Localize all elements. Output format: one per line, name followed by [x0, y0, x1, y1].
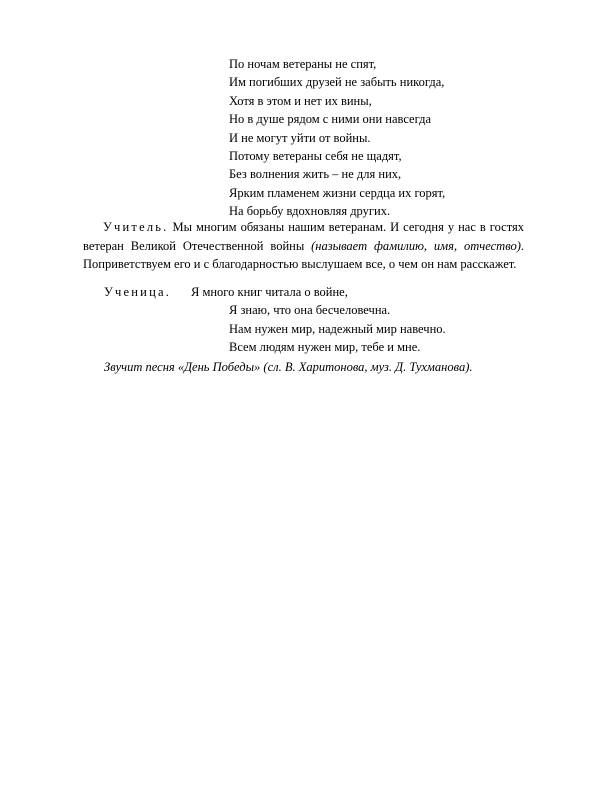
- teacher-paragraph: [83, 218, 524, 274]
- student-speaker: Ученица.: [104, 285, 172, 299]
- poem-line: И не могут уйти от войны.: [229, 130, 371, 145]
- poem-line: Без волнения жить – не для них,: [229, 167, 402, 182]
- poem-line: Всем людям нужен мир, тебе и мне.: [229, 340, 421, 355]
- poem-line: По ночам ветераны не спят,: [229, 57, 377, 71]
- poem-line: Ярким пламенем жизни сердца их горят,: [229, 185, 446, 200]
- teacher-text-part1: Мы многим обязаны нашим ветеранам. И сегодня у нас в гостях ветеран Великой Отечественной войны: [83, 220, 524, 253]
- poem-line: Но в душе рядом с ними они навсегда: [229, 112, 432, 127]
- song-stage-direction: Звучит песня «День Победы» (сл. В. Харитонова, муз. Д. Тухманова).: [104, 360, 473, 374]
- poem-line: Нам нужен мир, надежный мир навечно.: [229, 321, 446, 336]
- teacher-text-part2: . Поприветствуем его и с благодарностью выслушаем все, о чем он нам расскажет.: [83, 238, 524, 272]
- poem-line: Потому ветераны себя не щадят,: [229, 148, 402, 163]
- teacher-stage-note: (называет фамилию, имя, отчество): [311, 238, 521, 253]
- poem-line: Я знаю, что она бесчеловечна.: [229, 303, 391, 318]
- student-poem: [0, 283, 612, 357]
- veterans-poem: [229, 55, 445, 221]
- poem-line: Хотя в этом и нет их вины,: [229, 93, 372, 108]
- poem-line: Им погибших друзей не забыть никогда,: [229, 75, 445, 90]
- teacher-speaker: Учитель.: [103, 220, 169, 234]
- poem-line: Я много книг читала о войне,: [191, 285, 348, 299]
- poem-line: На борьбу вдохновляя других.: [229, 204, 391, 219]
